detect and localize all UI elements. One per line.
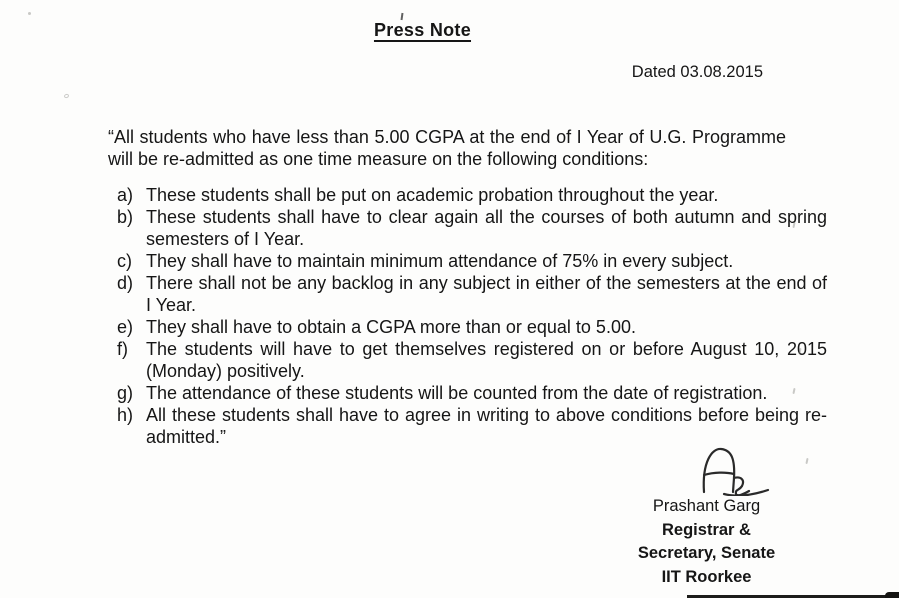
document-title-text: Press Note [373, 20, 472, 40]
scan-artifact [805, 458, 808, 464]
condition-text: These students shall have to clear again all the courses of both autumn and spring semesters of I Year. [146, 207, 827, 249]
condition-item [117, 184, 827, 206]
condition-label: b) [117, 207, 134, 227]
scan-edge-corner [885, 592, 899, 598]
condition-label: f) [117, 339, 128, 359]
conditions-list [117, 184, 827, 448]
condition-label: c) [117, 251, 132, 271]
condition-item [117, 338, 827, 382]
condition-text: The attendance of these students will be counted from the date of registration. [146, 383, 768, 403]
condition-item [117, 272, 827, 316]
condition-label: g) [117, 383, 134, 403]
condition-text: There shall not be any backlog in any subject in either of the semesters at the end of I Year. [146, 273, 827, 315]
condition-label: h) [117, 405, 134, 425]
condition-text: They shall have to maintain minimum attendance of 75% in every subject. [146, 251, 734, 271]
intro-paragraph: “All students who have less than 5.00 CGPA at the end of I Year of U.G. Programme will be re-admitted as one time measure on the following conditions: [108, 127, 786, 169]
document-title [0, 20, 845, 41]
condition-item [117, 316, 827, 338]
date-line: Dated 03.08.2015 [631, 63, 763, 81]
scan-artifact [28, 12, 31, 15]
condition-label: e) [117, 317, 134, 337]
condition-item [117, 382, 827, 404]
signatory-role-2: Secretary, Senate [637, 544, 776, 562]
condition-label: a) [117, 185, 134, 205]
scan-artifact [63, 93, 69, 98]
condition-label: d) [117, 273, 134, 293]
condition-text: These students shall be put on academic probation throughout the year. [146, 185, 719, 205]
signatory-block [604, 495, 809, 589]
handwritten-signature-scribble [694, 444, 772, 496]
signatory-role-1: Registrar & [662, 520, 751, 539]
condition-text: The students will have to get themselves registered on or before August 10, 2015 (Monday) positively. [146, 339, 827, 381]
signatory-role-3: IIT Roorkee [661, 567, 752, 586]
condition-text: They shall have to obtain a CGPA more than or equal to 5.00. [146, 317, 636, 337]
condition-text: All these students shall have to agree in writing to above conditions before being re-admitted.” [146, 405, 827, 447]
condition-item [117, 250, 827, 272]
condition-item [117, 206, 827, 250]
signatory-name: Prashant Garg [652, 497, 761, 515]
condition-item [117, 404, 827, 448]
